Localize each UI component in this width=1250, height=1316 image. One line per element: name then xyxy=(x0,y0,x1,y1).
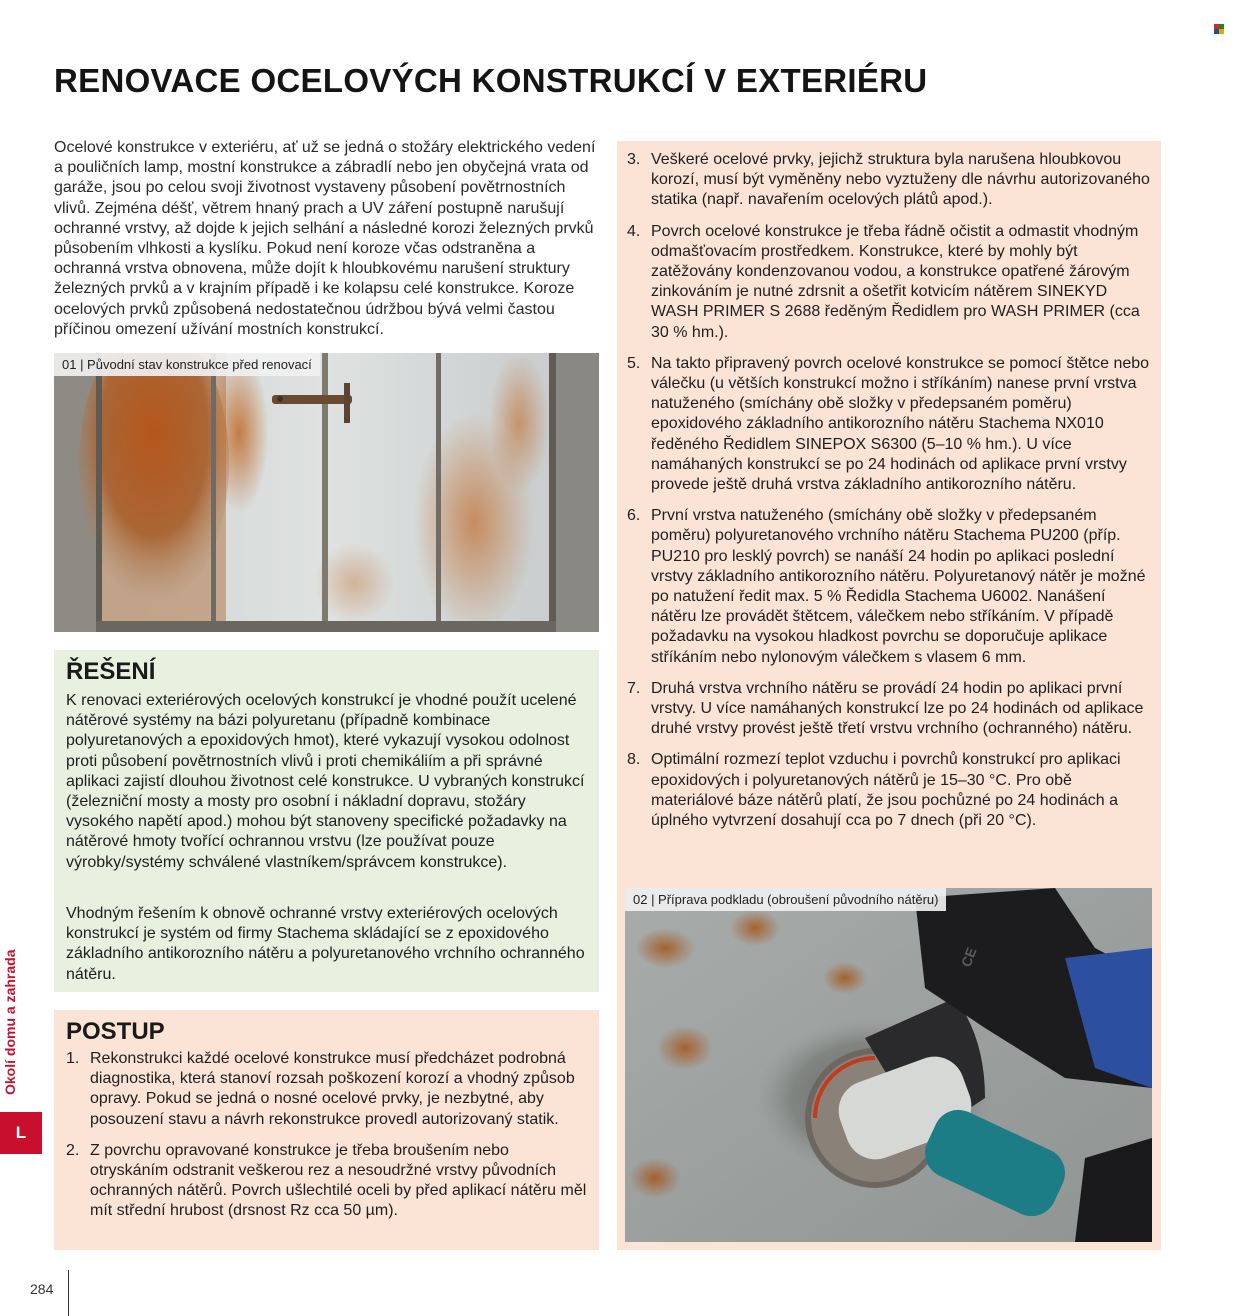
step-item xyxy=(627,750,1153,831)
step-number: 1. xyxy=(66,1050,80,1067)
step-text: Rekonstrukci každé ocelové konstrukce musí předcházet podrobná diagnostika, která stanoví rozsah poškození korozí a vhodný způsob opravy. Pokud se jedná o nosné ocelové prvky, je nezbytné, aby posouzení stavu a návrh rekonstrukce provedl autorizovaný statik. xyxy=(90,1050,575,1128)
photo-caption: 02 | Příprava podkladu (obroušení původního nátěru) xyxy=(625,888,946,911)
step-text: Povrch ocelové konstrukce je třeba řádně očistit a odmastit vhodným odmašťovacím prostředkem. Konstrukce, které by mohly být zatěžovány kondenzovanou vodou, a konstrukce opatřené žárovým zinkováním je nutné zdrsnit a ošetřit kotvicím nátěrem SINEKYD WASH PRIMER S 2688 ředěným Ředidlem pro WASH PRIMER (cca 30 % hm.). xyxy=(651,222,1140,341)
postup-steps-right xyxy=(627,150,1153,842)
photo-caption: 01 | Původní stav konstrukce před renovací xyxy=(54,353,320,376)
step-item xyxy=(66,1141,588,1222)
step-number: 4. xyxy=(627,222,641,240)
intro-paragraph: Ocelové konstrukce v exteriéru, ať už se jedná o stožáry elektrického vedení a pouličních lamp, mostní konstrukce a zábradlí nebo jen obyčejná vrata od garáže, jsou po celou svoji životnost vystaveny působení povětrnostních vlivů. Zejména déšť, větrem hnaný prach a UV záření postupně narušují ochranné vrstvy, až dojde k jejich selhání a následné korozi železných prvků působením vlhkosti a kyslíku. Pokud není koroze včas odstraněna a ochranná vrstva obnovena, může dojít k hloubkovému narušení struktury železných prvků a v krajním případě i ke kolapsu celé konstrukce. Koroze ocelových prvků způsobená nedostatečnou údržbou bývá velmi častou příčinou omezení užívání mostních konstrukcí. xyxy=(54,139,596,338)
page-title: RENOVACE OCELOVÝCH KONSTRUKCÍ V EXTERIÉRU xyxy=(54,62,928,99)
section-side-label: Okolí domu a zahrada xyxy=(2,949,18,1095)
section-letter-badge: L xyxy=(0,1112,42,1154)
postup-steps-left xyxy=(66,1049,588,1233)
svg-text:CE: CE xyxy=(957,945,980,970)
step-item xyxy=(627,354,1153,495)
step-number: 7. xyxy=(627,679,641,697)
step-number: 8. xyxy=(627,751,641,769)
page-number: 284 xyxy=(30,1281,54,1297)
step-item xyxy=(627,679,1153,740)
step-text: První vrstva natuženého (smíchány obě složky v předepsaném poměru) polyuretanového vrchního nátěru Stachema PU200 (příp. PU210 pro lesklý povrch) se nanáší 24 hodin po aplikaci poslední vrstvy základního antikorozního nátěru. Polyuretanový nátěr je možné po natužení ředit max. 5 % Ředidla Stachema U6002. Nanášení nátěru lze provádět štětcem, válečkem nebo stříkáním. V případě požadavku na vysokou hladkost povrchu se doporučuje aplikace stříkáním nebo nylonovým válečkem s vlasem 6 mm. xyxy=(651,507,1146,666)
step-item xyxy=(627,506,1153,668)
step-item xyxy=(627,222,1153,343)
corner-color-mark xyxy=(1214,24,1224,34)
photo-surface-preparation xyxy=(625,888,1152,1242)
reseni-heading: ŘEŠENÍ xyxy=(66,658,156,685)
step-text: Druhá vrstva vrchního nátěru se provádí 24 hodin po aplikaci první vrstvy. U více namáhaných konstrukcí lze po 24 hodinách od aplikace druhé vrstvy provést ještě třetí vrstvu vrchního (ochranného) nátěru. xyxy=(651,679,1144,738)
reseni-box xyxy=(54,650,599,992)
step-item xyxy=(627,150,1153,211)
reseni-paragraph-1: K renovaci exteriérových ocelových konstrukcí je vhodné použít ucelené nátěrové systémy na bázi polyuretanu (případně kombinace polyuretanových a epoxidových hmot), které vykazují vysokou odolnost proti působení povětrnostních vlivů i proti chemikáliím a při správné aplikaci zajistí dlouhou životnost celé konstrukce. U vybraných konstrukcí (železniční mosty a mosty pro osobní i nákladní dopravu, stožáry vysokého napětí apod.) mohou být stanoveny specifické požadavky na nátěrové hmoty tvořící ochrannou vrstvu (lze používat pouze výrobky/systémy schválené vlastníkem/správcem konstrukce). xyxy=(66,692,585,871)
reseni-paragraph-2: Vhodným řešením k obnově ochranné vrstvy exteriérových ocelových konstrukcí je systém od firmy Stachema skládající se z epoxidového základního antikorozního nátěru a polyuretanového vrchního ochranného nátěru. xyxy=(66,905,585,983)
page-number-divider xyxy=(68,1270,69,1316)
step-item xyxy=(66,1049,588,1130)
step-text: Z povrchu opravované konstrukce je třeba broušením nebo otryskáním odstranit veškerou rez a nesoudržné vrstvy původních ochranných nátěrů. Povrch ušlechtilé oceli by před aplikací nátěru měl mít střední hrubost (drsnost Rz cca 50 µm). xyxy=(90,1141,587,1220)
step-number: 6. xyxy=(627,507,641,525)
postup-heading: POSTUP xyxy=(66,1018,165,1045)
step-text: Veškeré ocelové prvky, jejichž struktura byla narušena hloubkovou korozí, musí být vyměněny nebo vyztuženy dle návrhu autorizovaného statika (např. navařením ocelových plátů apod.). xyxy=(651,151,1150,209)
step-number: 3. xyxy=(627,151,641,168)
step-text: Optimální rozmezí teplot vzduchu i povrchů konstrukcí pro aplikaci epoxidových i polyuretanových nátěrů je 15–30 °C. Pro obě materiálové báze nátěrů platí, že jsou pochůzné po 24 hodinách a úplného vytvrzení dosahují cca po 7 dnech (při 20 °C). xyxy=(651,751,1121,830)
angle-grinder-image xyxy=(625,888,1152,1242)
rusty-garage-door-image xyxy=(54,353,599,632)
step-number: 5. xyxy=(627,354,641,372)
photo-original-state xyxy=(54,353,599,632)
step-number: 2. xyxy=(66,1141,80,1159)
step-text: Na takto připravený povrch ocelové konstrukce se pomocí štětce nebo válečku (u větších konstrukcí možno i stříkáním) nanese první vrstva natuženého (smíchány obě složky v předepsaném poměru) epoxidového základního antikorozního nátěru Stachema NX010 ředěného Ředidlem SINEPOX S6300 (5–10 % hm.). U více namáhaných konstrukcí se po 24 hodinách od aplikace první vrstvy provede ještě druhá vrstva základního antikorozního nátěru. xyxy=(651,354,1150,494)
postup-box xyxy=(54,1010,599,1250)
